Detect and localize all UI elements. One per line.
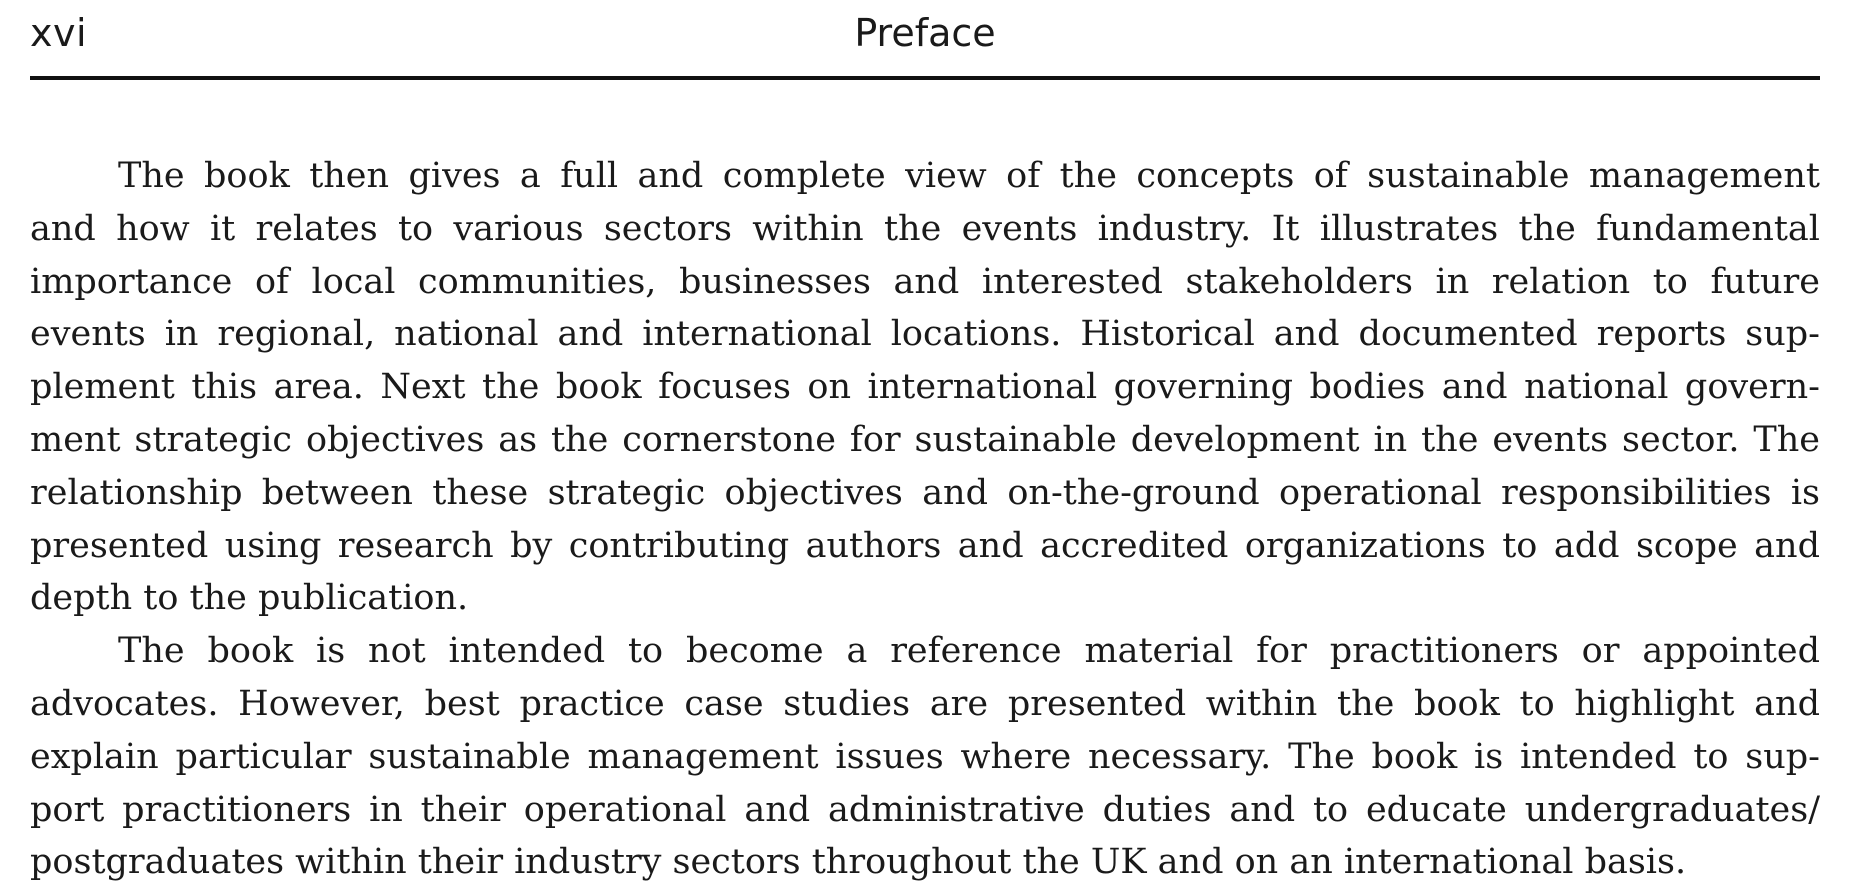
text-line: importance of local communities, businesses and interested stakeholders in relation to future: [30, 261, 1820, 302]
page-number: xvi: [30, 11, 88, 55]
text-line: relationship between these strategic objectives and on-the-ground operational responsibilities is: [30, 472, 1820, 513]
text-line: postgraduates within their industry sectors throughout the UK and on an international basis.: [30, 842, 1687, 883]
text-line: events in regional, national and international locations. Historical and documented reports sup-: [30, 314, 1820, 355]
text-line: ment strategic objectives as the cornerstone for sustainable development in the events sector. The: [30, 419, 1820, 460]
text-line: The book is not intended to become a reference material for practitioners or appointed: [118, 631, 1820, 672]
book-page: [30, 0, 1820, 885]
text-line: presented using research by contributing authors and accredited organizations to add scope and: [30, 525, 1820, 566]
running-title: Preface: [854, 11, 996, 55]
header-rule: [30, 76, 1820, 80]
text-line: advocates. However, best practice case studies are presented within the book to highlight and: [30, 683, 1820, 724]
text-line: plement this area. Next the book focuses on international governing bodies and national govern-: [30, 367, 1820, 408]
text-line: explain particular sustainable management issues where necessary. The book is intended to sup-: [30, 736, 1820, 777]
text-line: depth to the publication.: [30, 578, 469, 619]
text-line: and how it relates to various sectors within the events industry. It illustrates the fundamental: [30, 208, 1820, 249]
running-head: [30, 0, 1820, 78]
paragraph-2: [30, 625, 1820, 889]
body-text: [30, 150, 1820, 889]
text-line: The book then gives a full and complete view of the concepts of sustainable management: [118, 156, 1820, 196]
text-line: port practitioners in their operational and administrative duties and to educate undergraduates/: [30, 789, 1820, 830]
paragraph-1: [30, 150, 1820, 625]
